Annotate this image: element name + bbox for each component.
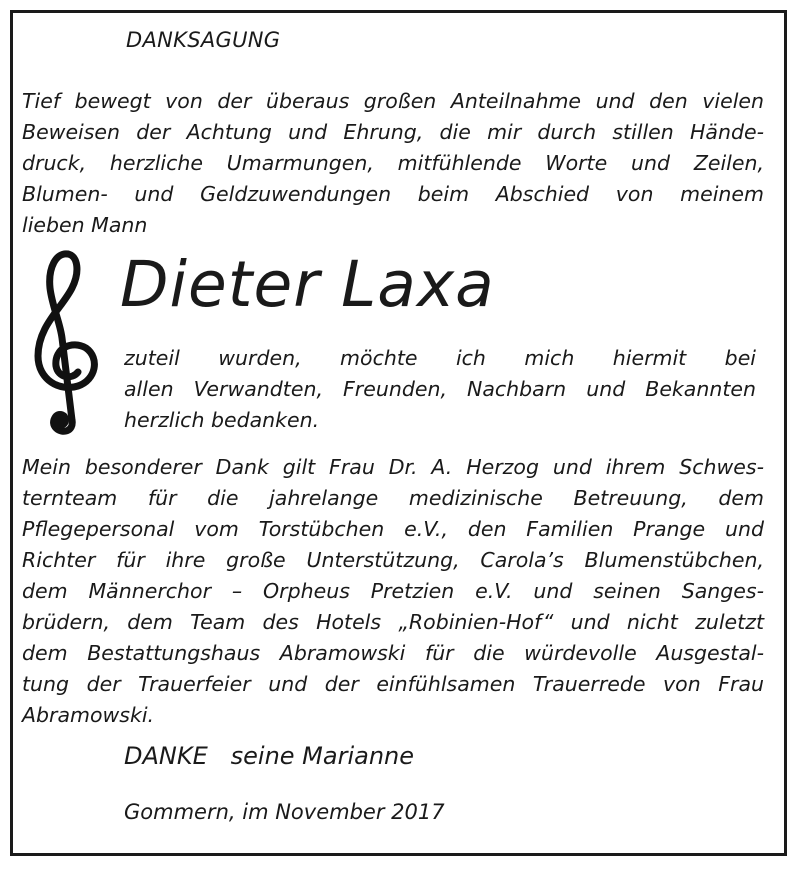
deceased-name: Dieter Laxa [120, 248, 495, 321]
intro-line: Tief bewegt von der überaus großen Anteilnahme und den vielen [22, 89, 764, 113]
thanks-line: herzlich bedanken. [124, 408, 320, 432]
place-date: Gommern, im November 2017 [124, 800, 445, 824]
thanks-line: zuteil wurden, möchte ich mich hiermit bei [124, 346, 756, 370]
notice-heading: DANKSAGUNG [126, 28, 281, 52]
intro-paragraph [22, 86, 764, 241]
intro-line: Beweisen der Achtung und Ehrung, die mir durch stillen Hände- [22, 120, 764, 144]
special-line: Pflegepersonal vom Torstübchen e.V., den Familien Prange und [22, 517, 764, 541]
special-line: Richter für ihre große Unterstützung, Carola’s Blumenstübchen, [22, 548, 764, 572]
thanks-paragraph [124, 343, 756, 436]
signature: DANKE seine Marianne [124, 742, 415, 770]
intro-line: Blumen- und Geldzuwendungen beim Abschied von meinem [22, 182, 764, 206]
intro-line: druck, herzliche Umarmungen, mitfühlende Worte und Zeilen, [22, 151, 764, 175]
special-thanks-paragraph [22, 452, 764, 731]
special-line: brüdern, dem Team des Hotels „Robinien-Hof“ und nicht zuletzt [22, 610, 764, 634]
special-line: ternteam für die jahrelange medizinische Betreuung, dem [22, 486, 764, 510]
special-line: Abramowski. [22, 703, 155, 727]
thanks-line: allen Verwandten, Freunden, Nachbarn und Bekannten [124, 377, 756, 401]
special-line: dem Männerchor – Orpheus Pretzien e.V. und seinen Sanges- [22, 579, 764, 603]
treble-clef-icon [16, 248, 106, 436]
special-line: tung der Trauerfeier und der einfühlsamen Trauerrede von Frau [22, 672, 764, 696]
intro-line: lieben Mann [22, 213, 148, 237]
special-line: dem Bestattungshaus Abramowski für die würdevolle Ausgestal- [22, 641, 764, 665]
special-line: Mein besonderer Dank gilt Frau Dr. A. Herzog und ihrem Schwes- [22, 455, 764, 479]
